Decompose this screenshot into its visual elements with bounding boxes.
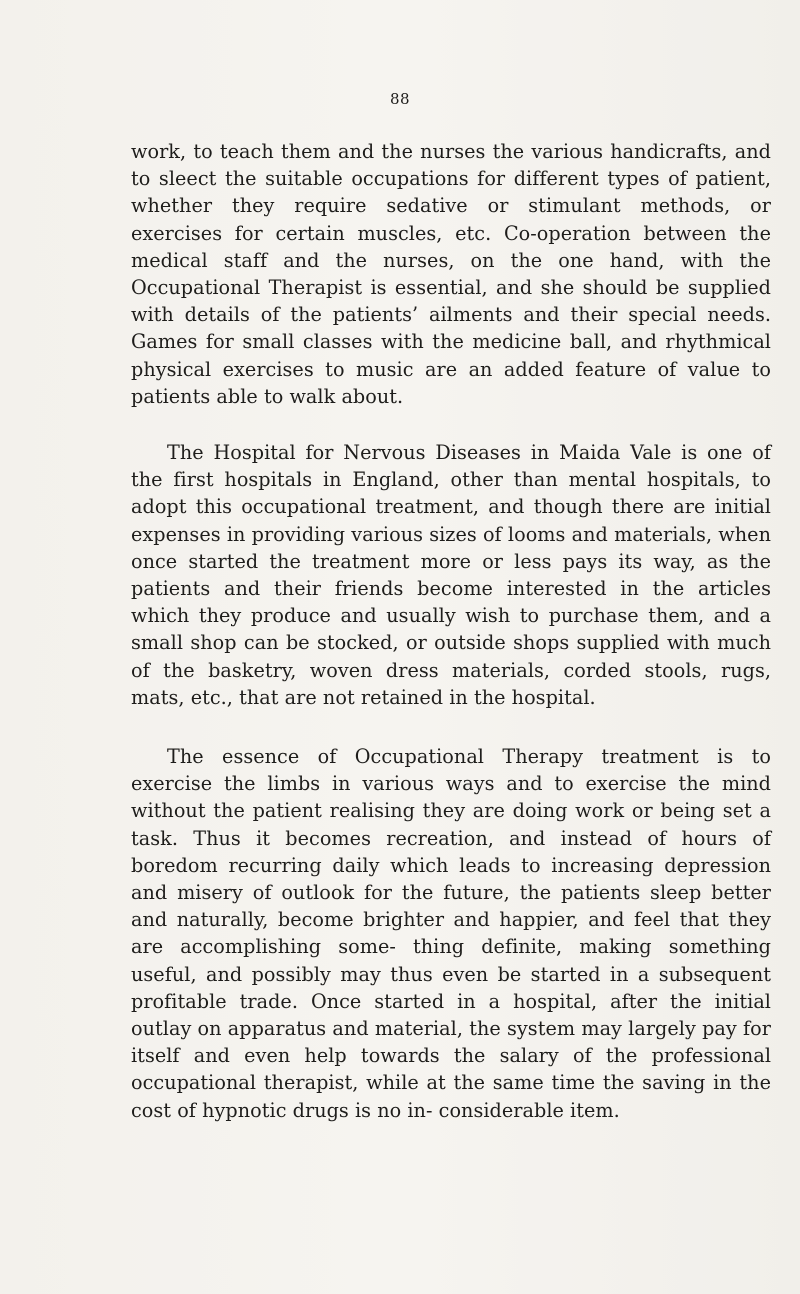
- paragraph-3: The essence of Occupational Therapy treatment is to exercise the limbs in various ways and to exercise the mind without the patient realising they are doing work or being set a task. Thus it becomes recreation, and instead of hours of boredom recurring daily which leads to increasing depression and misery of outlook for the future, the patients sleep better and naturally, become brighter and happier, and feel that they are accomplishing some- thing definite, making something useful, and possibly may thus even be started in a subsequent profitable trade. Once started in a hospital, after the initial outlay on apparatus and material, the system may largely pay for itself and even help towards the salary of the professional occupational therapist, while at the same time the saving in the cost of hypnotic drugs is no in- considerable item.: [131, 745, 771, 1122]
- paragraph-1: work, to teach them and the nurses the various handicrafts, and to sleect the suitable occupations for different types of patient, whether they require sedative or stimulant methods, or exercises for certain muscles, etc. Co-operation between the medical staff and the nurses, on the one hand, with the Occupational Therapist is essential, and she should be supplied with details of the patients’ ailments and their special needs. Games for small classes with the medicine ball, and rhythmical physical exercises to music are an added feature of value to patients able to walk about.: [131, 140, 771, 408]
- paragraph-2: The Hospital for Nervous Diseases in Maida Vale is one of the first hospitals in England, other than mental hospitals, to adopt this occupational treatment, and though there are initial expenses in providing various sizes of looms and materials, when once started the treatment more or less pays its way, as the patients and their friends become interested in the articles which they produce and usually wish to purchase them, and a small shop can be stocked, or outside shops supplied with much of the basketry, woven dress materials, corded stools, rugs, mats, etc., that are not retained in the hospital.: [131, 441, 771, 709]
- page-number: 88: [389, 90, 411, 108]
